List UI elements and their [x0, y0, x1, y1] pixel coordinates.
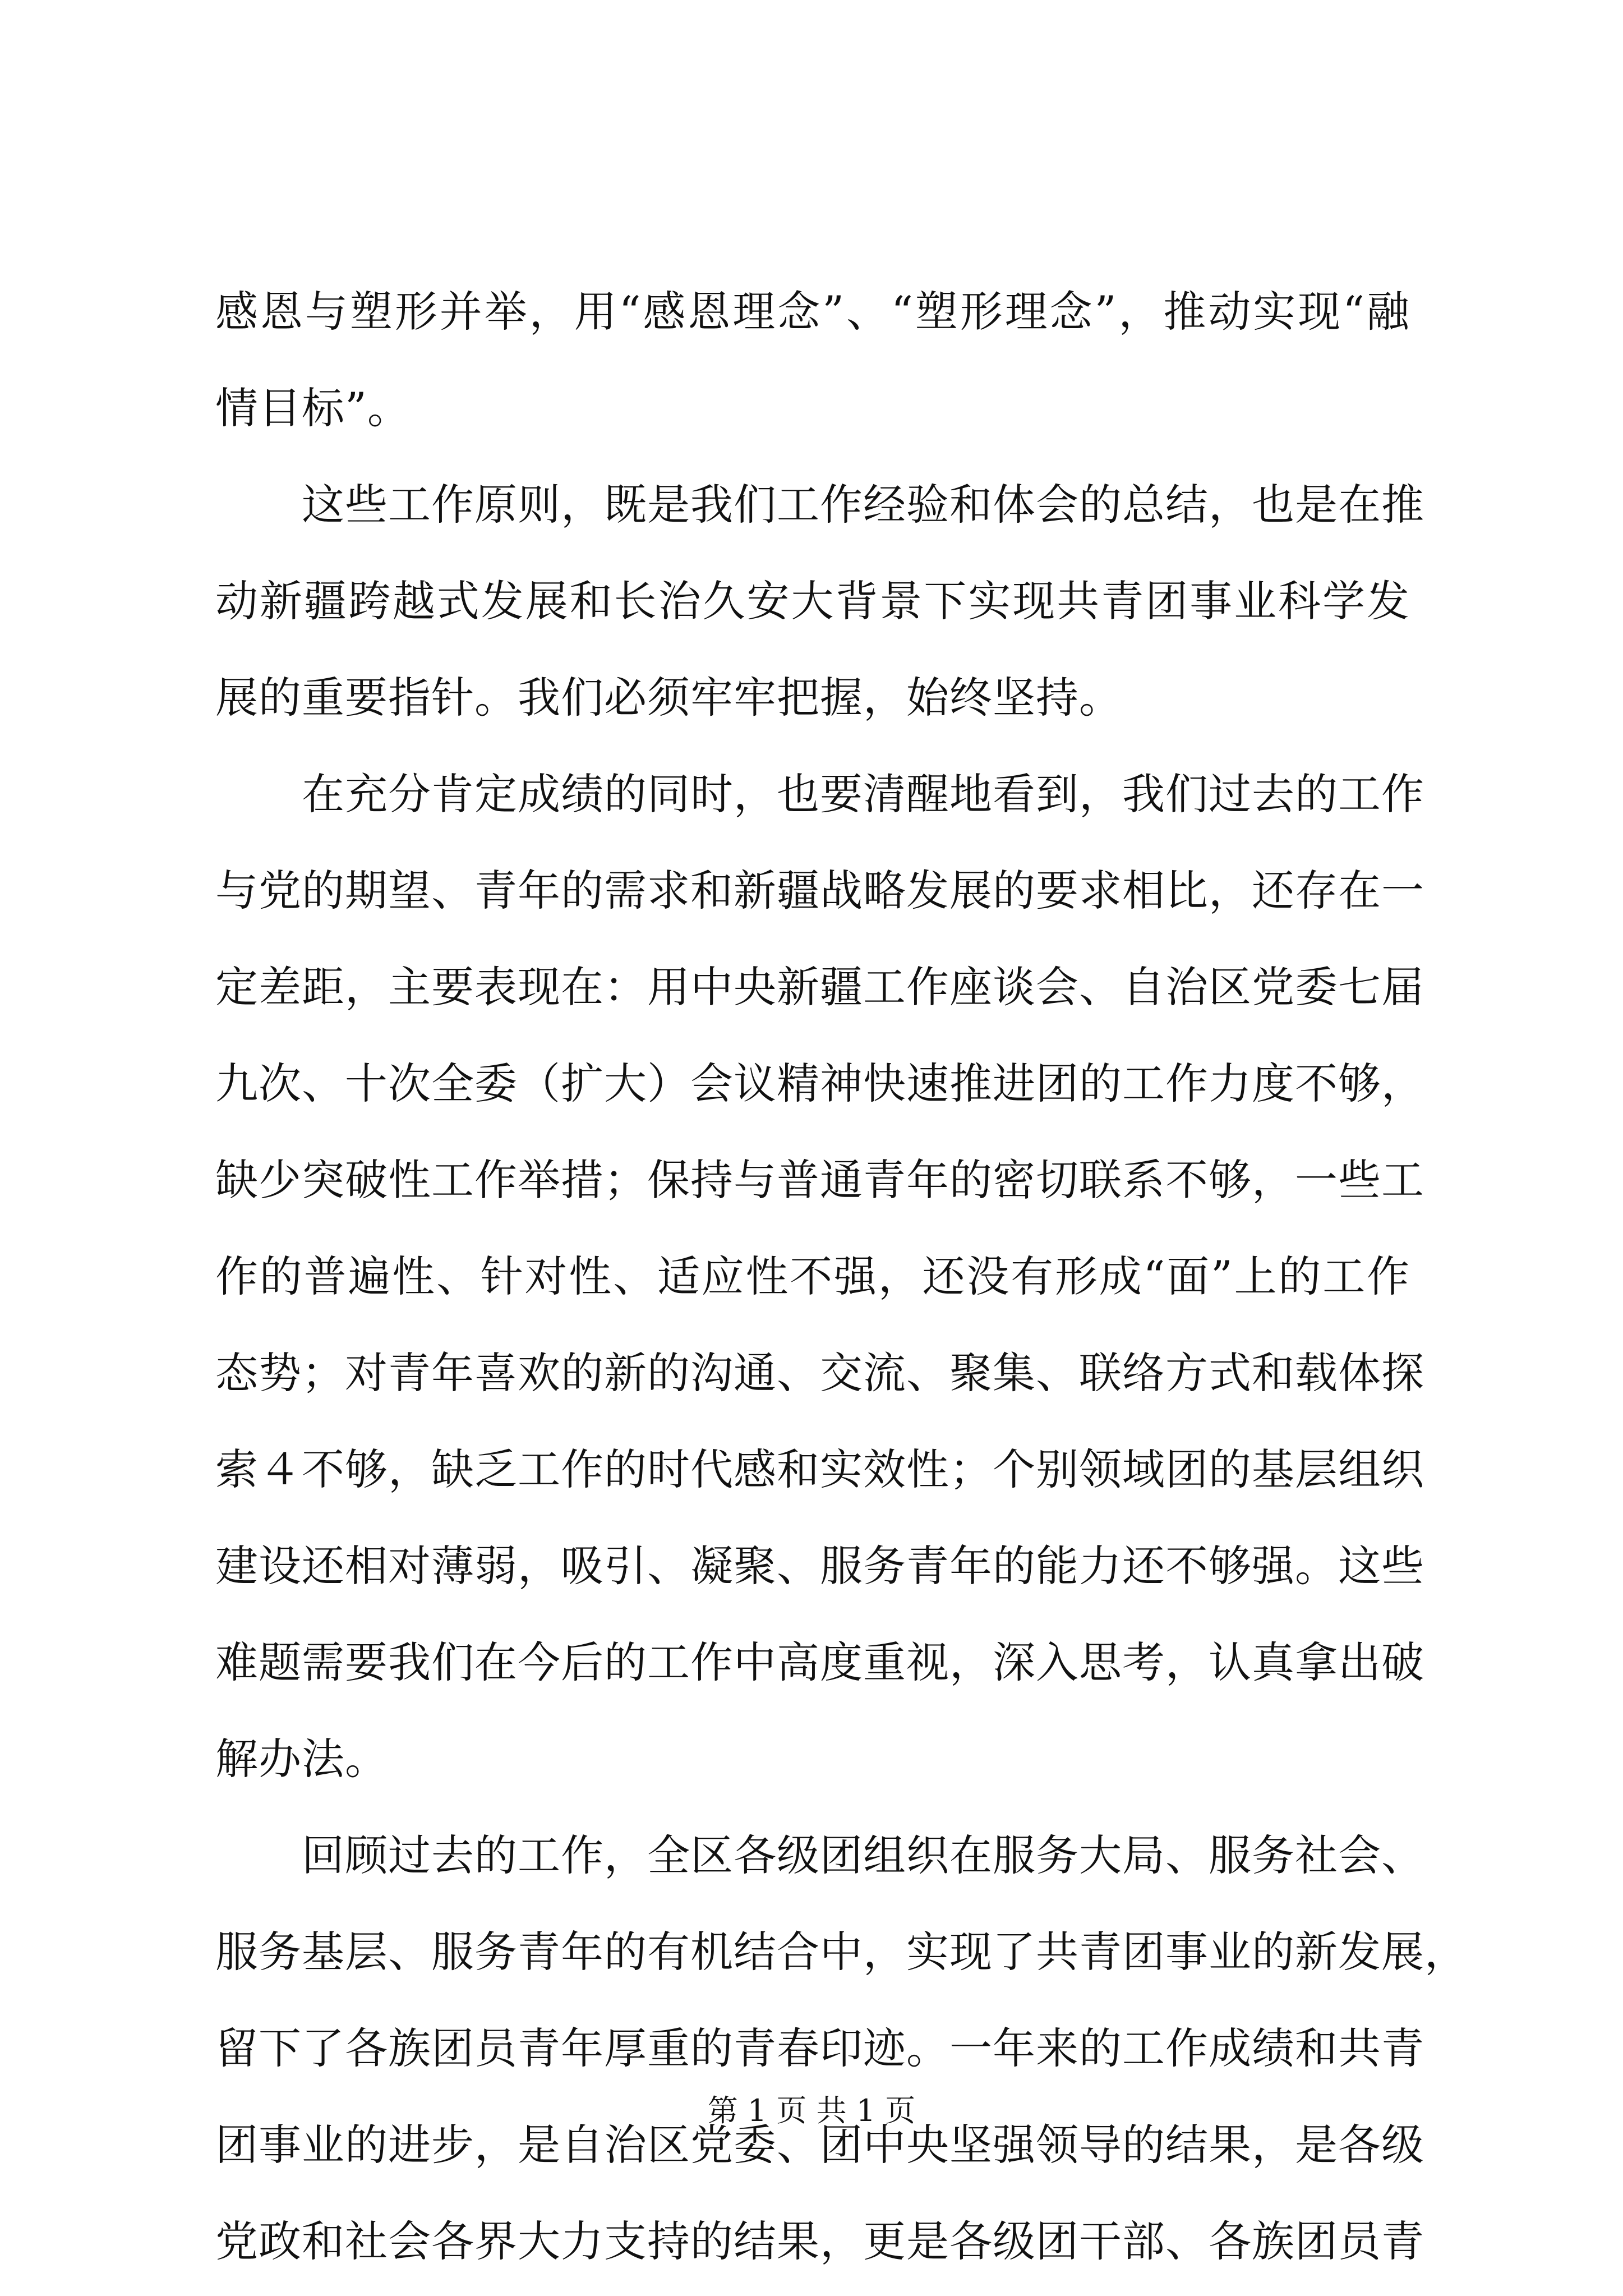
text-line: 与党的期望、青年的需求和新疆战略发展的要求相比，还存在一: [215, 866, 1424, 915]
text-line: 团事业的进步，是自治区党委、团中央坚强领导的结果，是各级: [215, 2120, 1424, 2170]
text-line: 定差距，主要表现在：用中央新疆工作座谈会、自治区党委七届: [215, 962, 1424, 1012]
text-line: 这些工作原则，既是我们工作经验和体会的总结，也是在推: [215, 480, 1424, 530]
text-line: 回顾过去的工作，全区各级团组织在服务大局、服务社会、: [215, 1830, 1424, 1880]
text-line: 感恩与塑形并举，用“感恩理念”、“塑形理念”，推动实现“融: [215, 287, 1410, 337]
text-line: 展的重要指针。我们必须牢牢把握，始终坚持。: [215, 673, 1122, 723]
text-line: 服务基层、服务青年的有机结合中，实现了共青团事业的新发展，: [215, 1927, 1468, 1977]
text-line: 党政和社会各界大力支持的结果，更是各级团干部、各族团员青: [215, 2216, 1424, 2266]
text-line: 动新疆跨越式发展和长治久安大背景下实现共青团事业科学发: [215, 576, 1410, 626]
text-line: 情目标”。: [215, 383, 411, 433]
text-line: 九次、十次全委（扩大）会议精神快速推进团的工作力度不够，: [215, 1059, 1424, 1108]
text-line: 缺少突破性工作举措；保持与普通青年的密切联系不够，一些工: [215, 1155, 1424, 1205]
text-line: 解办法。: [215, 1734, 388, 1784]
text-line: 态势；对青年喜欢的新的沟通、交流、聚集、联络方式和载体探: [215, 1348, 1424, 1398]
text-line: 建设还相对薄弱，吸引、凝聚、服务青年的能力还不够强。这些: [215, 1541, 1424, 1591]
text-line: 在充分肯定成绩的同时，也要清醒地看到，我们过去的工作: [215, 769, 1424, 819]
text-line: 作的普遍性、针对性、适应性不强，还没有形成“面”上的工作: [215, 1251, 1410, 1301]
text-line: 索４不够，缺乏工作的时代感和实效性；个别领域团的基层组织: [215, 1444, 1424, 1494]
text-line: 难题需要我们在今后的工作中高度重视，深入思考，认真拿出破: [215, 1637, 1424, 1687]
document-body: [215, 264, 1468, 2290]
text-line: 留下了各族团员青年厚重的青春印迹。一年来的工作成绩和共青: [215, 2023, 1424, 2073]
page-number-footer: 第 1 页 共 1 页: [707, 2093, 916, 2128]
